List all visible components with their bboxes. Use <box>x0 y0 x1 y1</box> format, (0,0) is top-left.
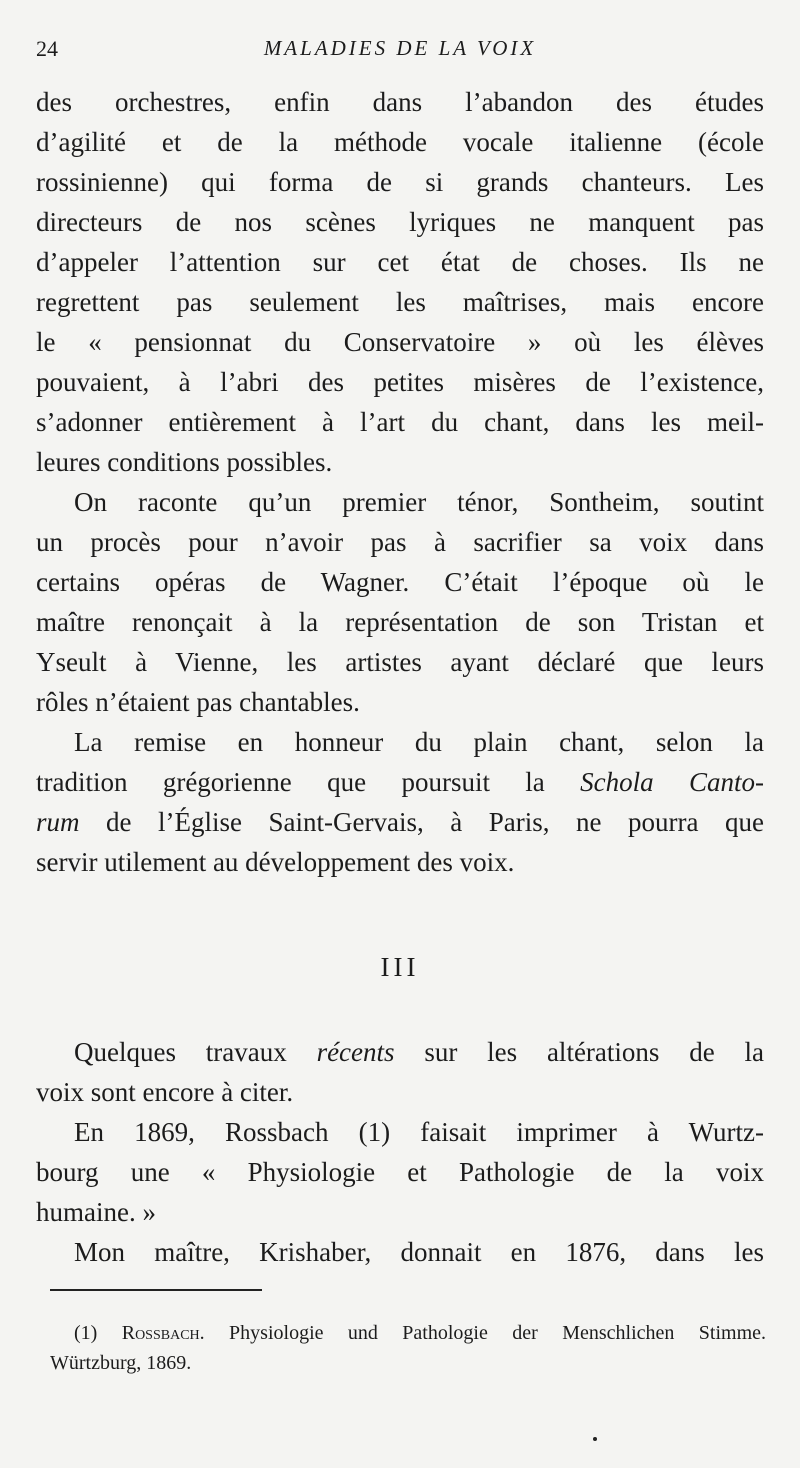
text-run: Quelques travaux <box>74 1037 317 1067</box>
text-line: un procès pour n’avoir pas à sacrifier sa voix dans <box>36 527 764 557</box>
text-line: le « pensionnat du Conservatoire » où les élèves <box>36 327 764 357</box>
text-line: rossinienne) qui forma de si grands chanteurs. Les <box>36 167 764 197</box>
text-line: rôles n’étaient pas chantables. <box>36 687 360 717</box>
page-header <box>36 36 764 66</box>
text-line: Yseult à Vienne, les artistes ayant déclaré que leurs <box>36 647 764 677</box>
ink-speck <box>593 1437 597 1441</box>
text-line: servir utilement au développement des voix. <box>36 847 515 877</box>
text-line <box>36 762 764 802</box>
section-heading: III <box>380 952 420 982</box>
text-line: La remise en honneur du plain chant, selon la <box>74 727 764 757</box>
text-line: s’adonner entièrement à l’art du chant, dans les meil- <box>36 407 764 437</box>
text-line: Mon maître, Krishaber, donnait en 1876, dans les <box>74 1237 764 1267</box>
text-line: directeurs de nos scènes lyriques ne manquent pas <box>36 207 764 237</box>
text-line: d’appeler l’attention sur cet état de choses. Ils ne <box>36 247 764 277</box>
footnote-line: Würtzburg, 1869. <box>50 1352 192 1374</box>
text-line: humaine. » <box>36 1197 156 1227</box>
text-line <box>36 802 764 842</box>
text-run: de l’Église Saint-Gervais, à Paris, ne pourra que <box>79 807 764 837</box>
footnote-text: . Physiologie und Pathologie der Menschlichen Stimme. <box>199 1322 766 1344</box>
italic-run: rum <box>36 807 80 837</box>
text-line <box>36 1032 764 1072</box>
text-line: On raconte qu’un premier ténor, Sontheim, soutint <box>74 487 764 517</box>
italic-run: Schola Canto- <box>580 767 764 797</box>
footnote-author: Rossbach <box>121 1322 200 1344</box>
text-line: voix sont encore à citer. <box>36 1077 294 1107</box>
text-line: regrettent pas seulement les maîtrises, mais encore <box>36 287 764 317</box>
text-line: pouvaient, à l’abri des petites misères de l’existence, <box>36 367 764 397</box>
footnote-rule <box>50 1289 262 1291</box>
text-line: bourg une « Physiologie et Pathologie de la voix <box>36 1157 764 1187</box>
text-run: tradition grégorienne que poursuit la <box>36 767 581 797</box>
text-line: d’agilité et de la méthode vocale italienne (école <box>36 127 764 157</box>
page-number: 24 <box>36 36 58 61</box>
text-line: des orchestres, enfin dans l’abandon des études <box>36 87 764 117</box>
text-line: maître renonçait à la représentation de son Tristan et <box>36 607 764 637</box>
italic-run: récents <box>316 1037 395 1067</box>
text-line: En 1869, Rossbach (1) faisait imprimer à Wurtz- <box>74 1117 764 1147</box>
running-title: MALADIES DE LA VOIX <box>263 36 537 60</box>
text-run: sur les altérations de la <box>394 1037 764 1067</box>
text-line: leures conditions possibles. <box>36 447 333 477</box>
text-line: certains opéras de Wagner. C’était l’époque où le <box>36 567 764 597</box>
footnote-marker: (1) <box>74 1322 122 1344</box>
footnote-line <box>50 1318 766 1348</box>
